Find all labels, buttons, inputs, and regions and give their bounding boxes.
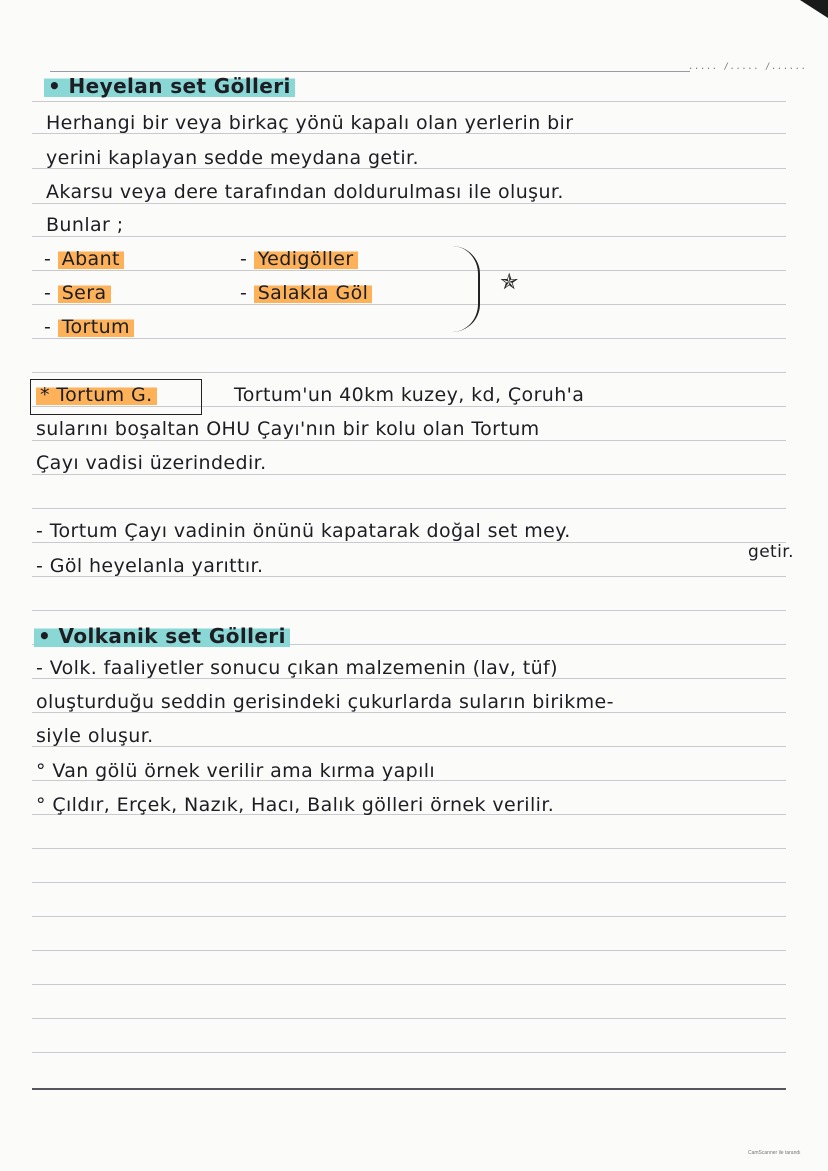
date-line: ..... /..... /...... (688, 62, 807, 72)
note-line: ° Van gölü örnek verilir ama kırma yapılı (36, 760, 436, 782)
rule-line (32, 882, 786, 883)
rule-line (32, 440, 786, 441)
bottom-rule (32, 1088, 786, 1090)
lake-list-item: - Tortum (44, 316, 134, 338)
rule-line (32, 950, 786, 951)
note-line: ° Çıldır, Erçek, Nazık, Hacı, Balık gölleri örnek verilir. (36, 794, 555, 816)
note-line: - Volk. faaliyetler sonucu çıkan malzemenin (lav, tüf) (36, 657, 558, 679)
rule-line (32, 542, 786, 543)
top-rule (50, 71, 690, 72)
section-heading-heyelan: • Heyelan set Gölleri (44, 74, 295, 98)
rule-line (32, 236, 786, 237)
page-corner-fold (800, 0, 828, 18)
note-line: siyle oluşur. (36, 725, 154, 747)
tortum-box-label: * Tortum G. (36, 384, 157, 406)
note-line: - Göl heyelanla yarıttır. (36, 555, 264, 577)
note-line-continuation: getir. (748, 542, 794, 562)
rule-line (32, 101, 786, 102)
lake-list-item: - Abant (44, 248, 124, 270)
rule-line (32, 610, 786, 611)
rule-line (32, 1018, 786, 1019)
list-bracket (452, 246, 480, 332)
rule-line (32, 474, 786, 475)
note-line: Herhangi bir veya birkaç yönü kapalı olan yerlerin bir (46, 112, 574, 134)
scanner-watermark: CamScanner ile tarandı (748, 1150, 801, 1156)
rule-line (32, 1052, 786, 1053)
rule-line (32, 270, 786, 271)
lake-list-item: - Sera (44, 282, 111, 304)
rule-line (32, 203, 786, 204)
rule-line (32, 984, 786, 985)
note-line: Tortum'un 40km kuzey, kd, Çoruh'a (234, 384, 585, 406)
rule-line (32, 338, 786, 339)
note-line: oluşturduğu seddin gerisindeki çukurlarda suların birikme- (36, 691, 614, 713)
note-line: sularını boşaltan OHU Çayı'nın bir kolu olan Tortum (36, 418, 540, 440)
note-line: Bunlar ; (46, 214, 124, 236)
star-icon: ✯ (500, 270, 519, 295)
note-line: - Tortum Çayı vadinin önünü kapatarak doğal set mey. (36, 520, 571, 542)
lake-list-item: - Yedigöller (240, 248, 358, 270)
section-heading-volkanik: • Volkanik set Gölleri (34, 624, 290, 648)
lake-list-item: - Salakla Göl (240, 282, 372, 304)
rule-line (32, 372, 786, 373)
rule-line (32, 508, 786, 509)
note-line: yerini kaplayan sedde meydana getir. (46, 147, 419, 169)
note-line: Akarsu veya dere tarafından doldurulması ile oluşur. (46, 181, 564, 203)
rule-line (32, 848, 786, 849)
rule-line (32, 304, 786, 305)
rule-line (32, 916, 786, 917)
note-line: Çayı vadisi üzerindedir. (36, 452, 267, 474)
